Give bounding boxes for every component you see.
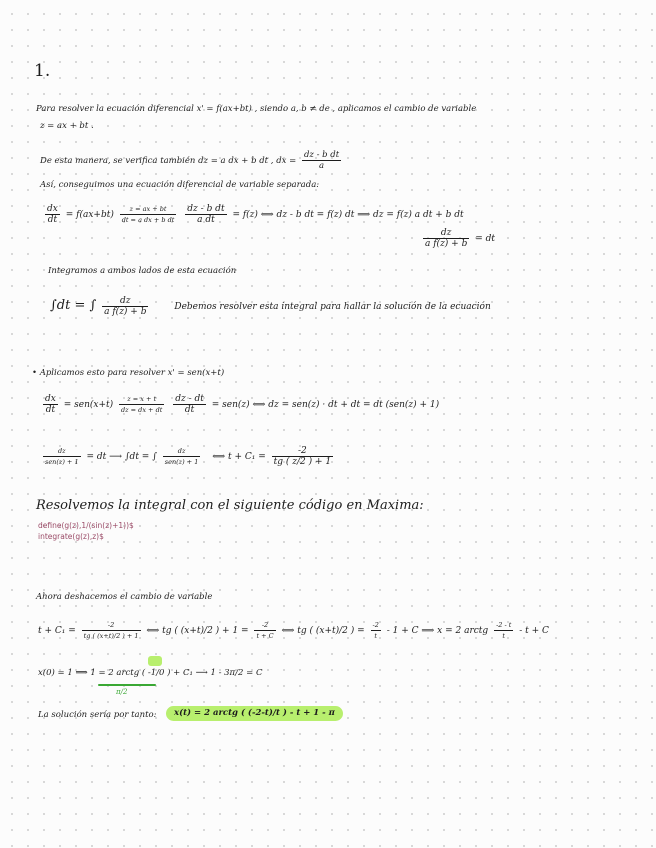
solution-highlight: x(t) = 2 arctg ( (-2-t)/t ) - t + 1 - π [166,706,343,721]
text-line-separable: Así, conseguimos una ecuación diferencial de variable separada: [40,180,320,190]
green-annotation: π/2 [116,688,128,696]
green-underline [98,684,156,686]
text-line-change: z = ax + bt . [40,121,94,131]
text-line-undo: Ahora deshacemos el cambio de variable [36,592,213,602]
equation-sen-integral: $\frac{dz}{\text{sen(z) + 1}}$ = dt ⟶ ∫dt = ∫ $\frac{dz}{\text{sen(z) + 1}}$ ⟺ t + C₁ = $\frac{-2}{tg ( z/2 ) + 1}$ [45,446,332,467]
text-line-apply: • Aplicamos esto para resolver x' = sen(x+t) [32,368,225,378]
equation-separable: $\frac{dx}{dt}$ = f(ax+bt) $\frac{z = ax + bt}{\text{dt = a dx + b dt}}$ $\frac{\text{dz - b dt}}{\text{a dt}}$ = f(z) ⟺ dz - b dt = f(z) dt ⟹ dz = f(z) a dt + b dt [47,204,464,225]
equation-sen: $\frac{dx}{dt}$ = sen(x+t) $\frac{z = x + t}{dz = dx + dt}$ $\frac{dz - dt}{dt}$ = sen(z) ⟺ dz = sen(z) · dt + dt = dt (sen(z) + 1) [45,394,440,415]
text-line-intro: Para resolver la ecuación diferencial x' = f(ax+bt) , siendo a, b ≠ de , aplicamos el cambio de variable [36,104,477,114]
equation-integral: ∫dt = ∫ $\frac{dz}{\text{a f(z) + b}}$ Debemos resolver esta integral para hallar la solución de la ecuación [50,296,491,317]
code-line-define: define(g(z),1/(sin(z)+1))$ [38,521,134,530]
equation-initial-condition: x(0) = 1 ⟹ 1 = 2 arctg ( -1/0 ) + C₁ ⟶ 1 - 3π/2 = C [38,668,263,678]
text-line-differential: De esta manera, se verifica también dz = a dx + b dt , dx = $\frac{\text{dz - b dt}}{a}$ [40,150,340,171]
highlight-mark [148,656,162,666]
text-line-integrate: Integramos a ambos lados de esta ecuación [48,266,237,276]
text-line-solution: La solución sería por tanto: [38,710,157,720]
code-line-integrate: integrate(g(z),z)$ [38,532,104,541]
equation-separated: $\frac{dz}{\text{a f(z) + b}}$ = dt [425,228,496,249]
equation-undo: t + C₁ = $\frac{-2}{tg ( (x+t)/2 ) + 1}$ ⟺ tg ( (x+t)/2 ) + 1 = $\frac{-2}{t + C}$ ⟺ tg ( (x+t)/2 ) = $\frac{-2}{t}$ - 1 + C ⟹ x = 2 arctg $\frac{-2 - t}{t}$ - t + C [38,621,549,640]
section-number: 1. [34,61,51,81]
text-line-maxima: Resolvemos la integral con el siguiente código en Maxima: [36,498,424,513]
